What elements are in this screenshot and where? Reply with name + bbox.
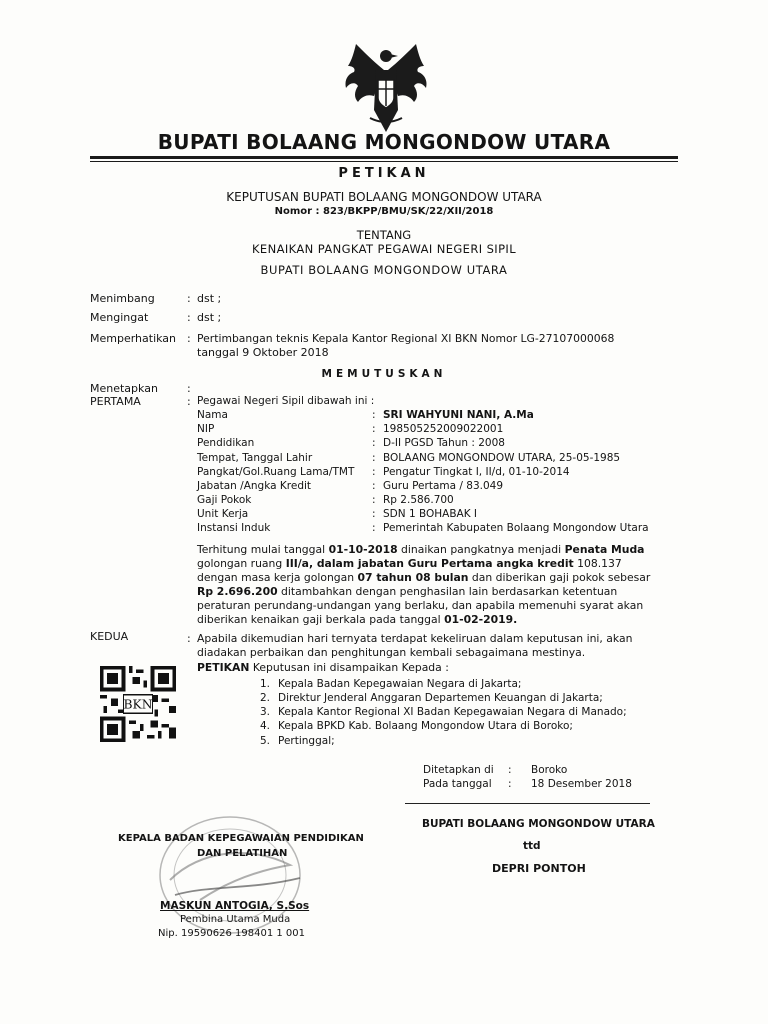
detail-value: D-II PGSD Tahun : 2008 bbox=[383, 437, 505, 449]
colon: : bbox=[508, 778, 512, 790]
header-rule-thin bbox=[90, 161, 678, 162]
decision-paragraph-line: peraturan perundang-undangan yang berlaku, dan apabila memenuhi syarat akan bbox=[197, 599, 644, 612]
colon: : bbox=[372, 508, 376, 520]
regent-header: BUPATI BOLAANG MONGONDOW UTARA bbox=[157, 130, 611, 154]
menimbang-value: dst ; bbox=[197, 292, 222, 305]
detail-label: Jabatan /Angka Kredit bbox=[197, 480, 312, 492]
detail-value: Rp 2.586.700 bbox=[383, 494, 454, 506]
kedua-line-1: Apabila dikemudian hari ternyata terdapat kekeliruan dalam keputusan ini, akan bbox=[197, 632, 633, 645]
colon: : bbox=[187, 332, 191, 345]
colon: : bbox=[372, 480, 376, 492]
kedua-label: KEDUA bbox=[90, 630, 129, 643]
left-signer-nip: Nip. 19590626 198401 1 001 bbox=[158, 928, 306, 939]
left-signer-title-1: KEPALA BADAN KEPEGAWAIAN PENDIDIKAN bbox=[118, 833, 364, 844]
pertama-label: PERTAMA bbox=[90, 395, 141, 408]
detail-value: BOLAANG MONGONDOW UTARA, 25-05-1985 bbox=[383, 452, 621, 464]
detail-value: SDN 1 BOHABAK I bbox=[383, 508, 478, 520]
distribution-item: 5. Pertinggal; bbox=[260, 735, 335, 747]
detail-label: Pangkat/Gol.Ruang Lama/TMT bbox=[197, 466, 355, 478]
detail-label: Nama bbox=[197, 409, 228, 421]
colon: : bbox=[372, 522, 376, 534]
detail-label: Tempat, Tanggal Lahir bbox=[197, 452, 313, 464]
kedua-line-2: diadakan perbaikan dan penghitungan kembali sebagaimana mestinya. bbox=[197, 646, 586, 659]
detail-value-name: SRI WAHYUNI NANI, A.Ma bbox=[383, 409, 534, 421]
detail-value: Guru Pertama / 83.049 bbox=[383, 480, 504, 492]
detail-label: Unit Kerja bbox=[197, 508, 249, 520]
memperhatikan-line-2: tanggal 9 Oktober 2018 bbox=[197, 346, 329, 359]
colon: : bbox=[187, 395, 191, 408]
colon: : bbox=[508, 764, 512, 776]
decree-number: Nomor : 823/BKPP/BMU/SK/22/XII/2018 bbox=[274, 206, 494, 217]
right-signer-title: BUPATI BOLAANG MONGONDOW UTARA bbox=[422, 818, 655, 830]
about-word: TENTANG bbox=[356, 228, 412, 242]
colon: : bbox=[187, 311, 191, 324]
detail-label: Pendidikan bbox=[197, 437, 255, 449]
right-signer-name: DEPRI PONTOH bbox=[492, 862, 586, 875]
qr-bkn-label: BKN bbox=[123, 697, 153, 712]
signature-rule bbox=[405, 803, 650, 804]
decision-paragraph-line: Rp 2.696.200 ditambahkan dengan penghasilan lain berdasarkan ketentuan bbox=[197, 585, 618, 598]
decision-paragraph-line: Terhitung mulai tanggal 01-10-2018 dinaikan pangkatnya menjadi Penata Muda bbox=[197, 543, 645, 556]
detail-label: NIP bbox=[197, 423, 215, 435]
colon: : bbox=[372, 423, 376, 435]
decree-title: KEPUTUSAN BUPATI BOLAANG MONGONDOW UTARA bbox=[226, 190, 542, 204]
doc-type-title: PETIKAN bbox=[338, 166, 430, 181]
issuer-line: BUPATI BOLAANG MONGONDOW UTARA bbox=[260, 263, 508, 277]
left-signer-rank: Pembina Utama Muda bbox=[180, 914, 291, 925]
colon: : bbox=[187, 632, 191, 645]
memperhatikan-label: Memperhatikan bbox=[90, 332, 177, 345]
header-rule-thick bbox=[90, 156, 678, 159]
menetapkan-label: Menetapkan bbox=[90, 382, 158, 395]
issued-place-label: Ditetapkan di bbox=[423, 764, 494, 776]
distribution-item: 1. Kepala Badan Kepegawaian Negara di Jakarta; bbox=[260, 678, 522, 690]
distribution-item: 3. Kepala Kantor Regional XI Badan Kepegawaian Negara di Manado; bbox=[260, 706, 627, 718]
left-signer-title-2: DAN PELATIHAN bbox=[197, 848, 288, 859]
memperhatikan-line-1: Pertimbangan teknis Kepala Kantor Regional XI BKN Nomor LG-27107000068 bbox=[197, 332, 615, 345]
colon: : bbox=[372, 466, 376, 478]
about-subject: KENAIKAN PANGKAT PEGAWAI NEGERI SIPIL bbox=[251, 242, 517, 256]
distribution-item: 2. Direktur Jenderal Anggaran Departemen Keuangan di Jakarta; bbox=[260, 692, 603, 704]
mengingat-value: dst ; bbox=[197, 311, 222, 324]
colon: : bbox=[187, 382, 191, 395]
decide-heading: MEMUTUSKAN bbox=[321, 368, 447, 380]
detail-value: 198505252009022001 bbox=[383, 423, 504, 435]
distribution-intro: PETIKAN Keputusan ini disampaikan Kepada : bbox=[197, 661, 449, 674]
right-signer-ttd: ttd bbox=[523, 840, 541, 852]
menimbang-label: Menimbang bbox=[90, 292, 155, 305]
colon: : bbox=[187, 292, 191, 305]
qr-code-icon bbox=[100, 666, 176, 742]
detail-label: Gaji Pokok bbox=[197, 494, 252, 506]
decision-paragraph-line: dengan masa kerja golongan 07 tahun 08 bulan dan diberikan gaji pokok sebesar bbox=[197, 571, 651, 584]
distribution-item: 4. Kepala BPKD Kab. Bolaang Mongondow Utara di Boroko; bbox=[260, 720, 573, 732]
detail-value: Pengatur Tingkat I, II/d, 01-10-2014 bbox=[383, 466, 570, 478]
issued-date-label: Pada tanggal bbox=[423, 778, 492, 790]
garuda-emblem-icon bbox=[334, 40, 438, 136]
decision-paragraph-line: diberikan kenaikan gaji berkala pada tanggal 01-02-2019. bbox=[197, 613, 518, 626]
mengingat-label: Mengingat bbox=[90, 311, 149, 324]
colon: : bbox=[372, 437, 376, 449]
colon: : bbox=[372, 409, 376, 421]
issued-date-value: 18 Desember 2018 bbox=[531, 778, 632, 790]
detail-value: Pemerintah Kabupaten Bolaang Mongondow Utara bbox=[383, 522, 649, 534]
left-signer-name: MASKUN ANTOGIA, S.Sos bbox=[160, 900, 310, 912]
detail-label: Instansi Induk bbox=[197, 522, 271, 534]
colon: : bbox=[372, 494, 376, 506]
pertama-intro: Pegawai Negeri Sipil dibawah ini : bbox=[197, 395, 375, 407]
decision-paragraph-line: golongan ruang III/a, dalam jabatan Guru Pertama angka kredit 108.137 bbox=[197, 557, 622, 570]
colon: : bbox=[372, 452, 376, 464]
issued-place-value: Boroko bbox=[531, 764, 568, 776]
